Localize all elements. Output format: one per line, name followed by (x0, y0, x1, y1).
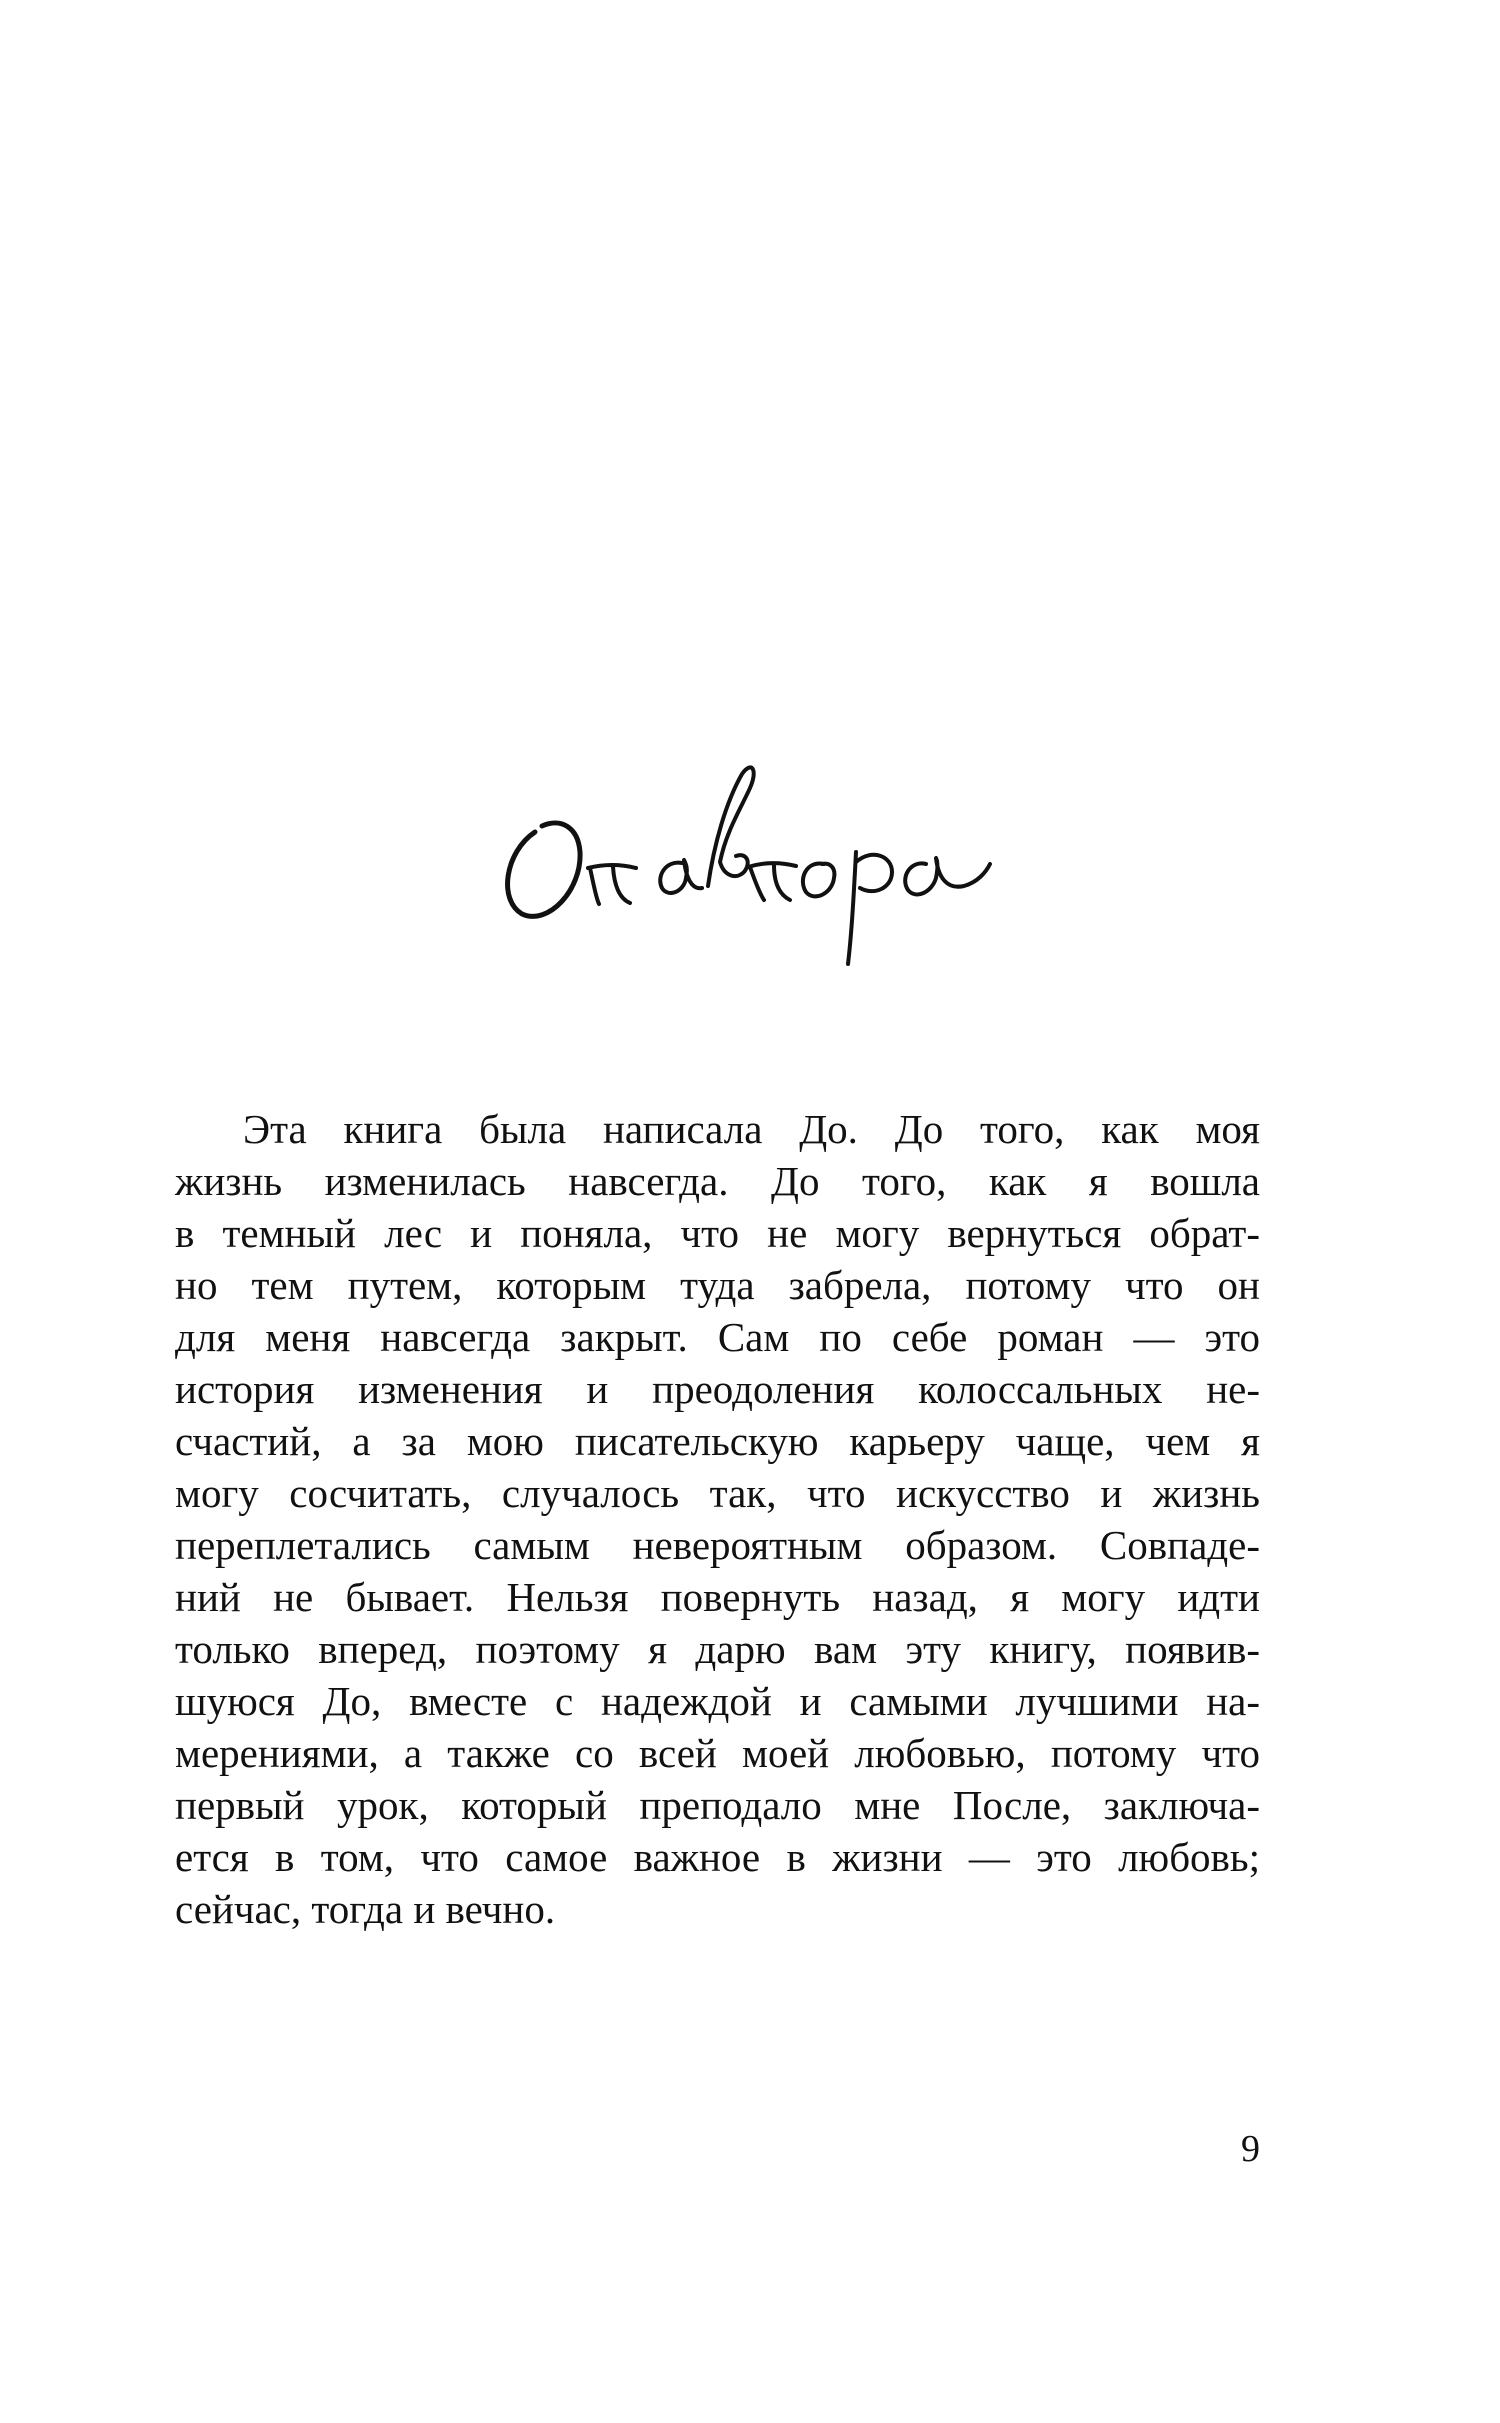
text-line: Эта книга была написала До. До того, как моя (243, 1106, 1260, 1152)
text-line: жизнь изменилась навсегда. До того, как я вошла (175, 1158, 1260, 1204)
text-line: сейчас, тогда и вечно. (175, 1886, 556, 1932)
text-line: счастий, а за мою писательскую карьеру чаще, чем я (175, 1418, 1260, 1464)
text-line: переплетались самым невероятным образом. Совпаде- (175, 1522, 1260, 1568)
text-line: для меня навсегда закрыт. Сам по себе роман — это (175, 1314, 1260, 1360)
text-line: ется в том, что самое важное в жизни — это любовь; (175, 1834, 1260, 1880)
text-line: ний не бывает. Нельзя повернуть назад, я могу идти (175, 1574, 1260, 1620)
text-line: первый урок, который преподало мне После, заключа- (175, 1782, 1260, 1828)
text-line: в темный лес и поняла, что не могу вернуться обрат- (175, 1210, 1260, 1256)
chapter-title-handwritten (480, 740, 1000, 970)
text-line: но тем путем, которым туда забрела, потому что он (175, 1262, 1260, 1308)
text-line: могу сосчитать, случалось так, что искусство и жизнь (175, 1470, 1260, 1516)
text-line: история изменения и преодоления колоссальных не- (175, 1366, 1260, 1412)
text-line: только вперед, поэтому я дарю вам эту книгу, появив- (175, 1626, 1260, 1672)
page-number: 9 (1241, 2128, 1260, 2170)
text-line: мерениями, а также со всей моей любовью, потому что (175, 1730, 1260, 1776)
text-line: шуюся До, вместе с надеждой и самыми лучшими на- (175, 1678, 1260, 1724)
body-paragraph (175, 1103, 1260, 1935)
